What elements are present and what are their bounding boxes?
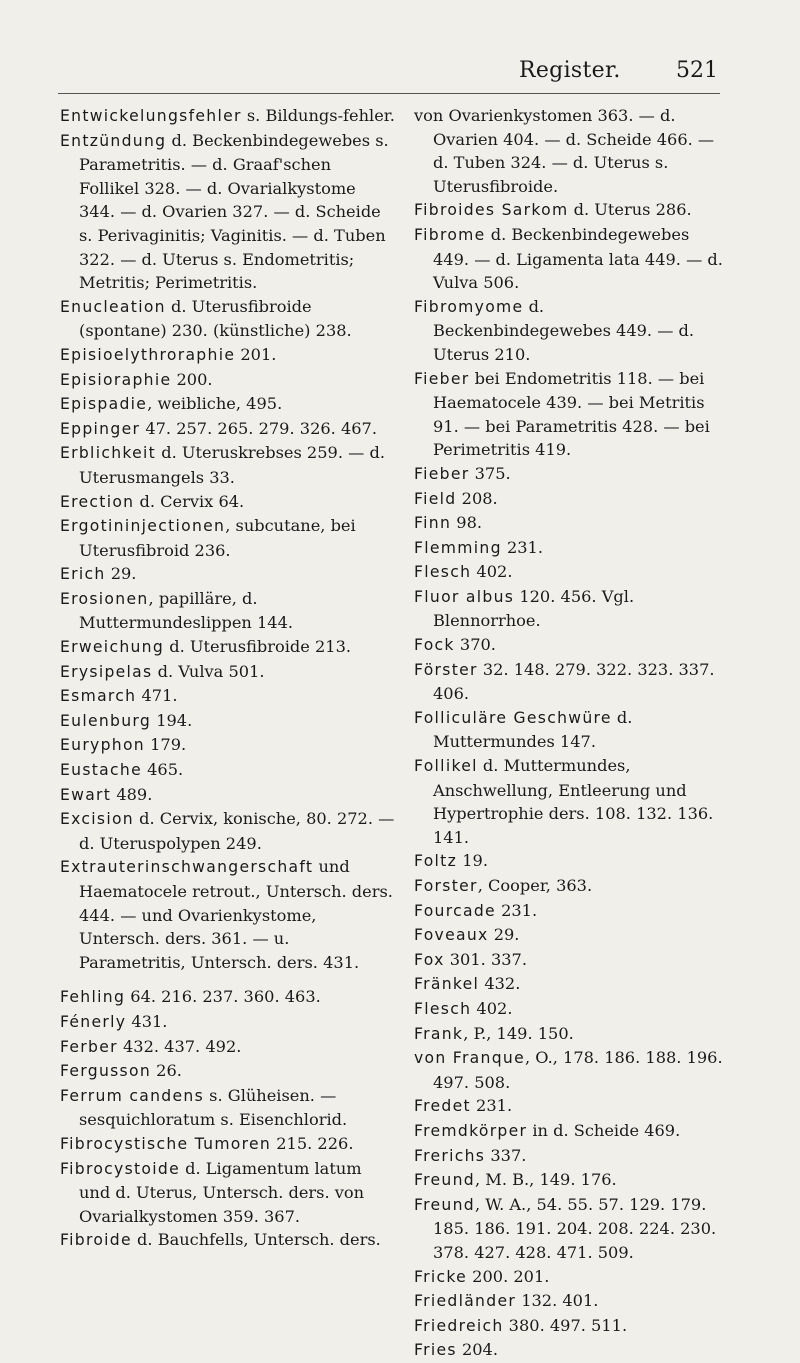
index-references: 194. [151,710,193,730]
index-keyword: Fibrocystoide [60,1159,180,1178]
index-references: , weibliche, 495. [147,394,283,414]
index-entry [414,1046,724,1094]
index-keyword: Flesch [414,563,472,582]
index-entry [60,441,395,489]
index-entry [60,635,395,660]
index-keyword: Follikel [414,757,478,776]
index-keyword: Field [414,489,457,508]
index-references: 64. 216. 237. 360. 463. [125,987,321,1007]
index-keyword: Freund [414,1171,475,1190]
index-keyword: Epispadie [60,395,148,414]
index-entry [60,417,395,442]
index-references: 231. [501,537,543,557]
index-keyword: Fibroides Sarkom [414,201,569,220]
index-keyword: Flemming [414,538,502,557]
page-number: 521 [676,58,718,83]
index-references: d. Bauchfells, Untersch. ders. [131,1230,381,1250]
index-entry [414,706,724,754]
index-entry [60,783,395,808]
index-references: 201. [235,344,277,364]
index-references: 380. 497. 511. [503,1315,628,1335]
index-keyword: Fox [414,950,445,969]
index-references: 47. 257. 265. 279. 326. 467. [140,418,378,438]
index-keyword: Enucleation [60,297,166,316]
index-references: d. Uteruskrebses 259. — d. Uterusmangels 33. [79,443,385,487]
index-entry [60,343,395,368]
index-entry [414,1314,724,1339]
index-entry [60,855,395,974]
index-keyword: Extrauterinschwangerschaft [60,858,314,877]
index-keyword: Ewart [60,785,112,804]
index-references: d. Cervix, konische, 80. 272. — d. Uteruspolypen 249. [79,809,395,853]
index-references: 370. [454,635,496,655]
index-entry [414,487,724,512]
index-references: 231. [470,1096,513,1116]
index-references: 200. 201. [467,1266,550,1286]
index-references: , Cooper, 363. [477,876,593,895]
index-entry [60,1228,395,1253]
index-references: 29. [105,564,137,584]
index-entry [414,1144,724,1169]
index-entry [414,536,724,561]
index-references: 215. 226. [271,1133,354,1153]
index-keyword: Eustache [60,761,142,780]
index-entry [60,985,395,1010]
index-keyword: Fibrome [414,225,486,244]
index-keyword: Forster [414,877,478,895]
page-header [0,58,718,94]
index-entry [414,1119,724,1144]
index-entry [414,1094,724,1119]
index-references: d. Muttermundes 147. [433,707,633,752]
index-references: 432. 437. 492. [117,1036,242,1056]
index-entry [60,392,395,417]
index-references: , O., 178. 186. 188. 196. 497. 508. [433,1048,723,1092]
index-references: d. Uterusfibroide (spontane) 230. (künstliche) 238. [79,296,352,341]
right-column [414,104,724,1363]
index-keyword: Foveaux [414,926,489,945]
index-references: d. Ligamentum latum und d. Uterus, Untersch. ders. von Ovarialkystomen 359. 367. [79,1158,365,1226]
index-references: d. Muttermundes, Anschwellung, Entleerung und Hypertrophie ders. 108. 132. 136. 141. [433,756,714,847]
index-keyword: Excision [60,810,134,829]
index-keyword: Ergotininjectionen [60,517,226,536]
index-references: d. Uterus 286. [568,200,692,220]
index-entry [414,1193,724,1265]
index-entry [60,368,395,393]
index-entry [60,104,395,129]
index-keyword: Finn [414,514,452,533]
index-keyword: Ferber [60,1037,118,1056]
index-keyword: Entzündung [60,131,167,150]
index-entry [60,1059,395,1084]
index-keyword: Fibromyome [414,297,524,316]
index-references: 204. [456,1340,498,1360]
index-entry [414,585,724,633]
index-keyword: Eppinger [60,419,141,438]
index-entry [60,562,395,587]
index-references: 231. [495,900,538,920]
index-keyword: Freund [414,1195,475,1214]
index-references: 120. 456. Vgl. Blennorrhoe. [433,586,635,631]
index-references: 208. [456,488,498,508]
index-entry [414,1265,724,1290]
index-entry [414,923,724,948]
index-keyword: Episioraphie [60,370,172,389]
index-entry [414,1168,724,1193]
index-entry [60,295,395,343]
index-references: , P., 149. 150. [463,1023,574,1043]
index-entry [414,754,724,849]
index-entry [414,1289,724,1314]
index-keyword: Fehling [60,988,126,1007]
index-keyword: Friedreich [414,1316,504,1335]
index-references: 29. [488,925,520,945]
index-references: 26. [151,1061,182,1081]
index-entry [414,104,724,198]
index-entry [414,367,724,462]
index-references: d. Beckenbindegewebes s. Parametritis. — d. Graaf'schen Follikel 328. — d. Ovarialkystome 344. — d. Ovarien 327. — d. Scheide s. Perivaginitis; Vaginitis. — d. Tuben 322. — d. Uterus s. Endometritis; Metritis; Perimetritis. [79,130,389,293]
index-keyword: Entwickelungsfehler [60,107,242,125]
index-keyword: Erweichung [60,638,165,657]
index-entry [60,684,395,709]
index-references: 402. [471,998,513,1018]
index-references: , W. A., 54. 55. 57. 129. 179. 185. 186. 191. 204. 208. 224. 230. 378. 427. 428. 471. 509. [433,1194,717,1262]
index-keyword: Folliculäre Geschwüre [414,708,612,727]
index-entry [60,758,395,783]
index-keyword: Fluor albus [414,587,515,606]
index-keyword: Fieber [414,464,470,483]
index-keyword: Fibrocystische Tumoren [60,1134,272,1153]
index-references: 98. [451,513,483,533]
index-references: d. Cervix 64. [134,491,245,511]
index-references: 132. 401. [516,1291,599,1311]
index-entry [414,198,724,223]
index-references: d. Uterusfibroide 213. [164,637,352,657]
index-entry [60,1084,395,1132]
index-keyword: Erysipelas [60,662,153,681]
index-entry [60,1132,395,1157]
index-references: d. Beckenbindegewebes 449. — d. Ligamenta lata 449. — d. Vulva 506. [433,224,723,293]
index-keyword: Fredet [414,1097,471,1116]
index-keyword: Fries [414,1341,457,1360]
index-entry [414,223,724,295]
index-references: und Haematocele retrout., Untersch. ders. 444. — und Ovarienkystome, Untersch. ders. 361. — u. Parametritis, Untersch. ders. 431. [79,857,393,972]
index-references: s. Bildungs-fehler. [241,106,395,125]
index-entry [414,1022,724,1047]
index-entry [414,948,724,973]
left-column [60,104,395,1253]
index-entry [414,511,724,536]
index-keyword: Ferrum candens [60,1086,205,1105]
index-entry [414,462,724,487]
index-references: , subcutane, bei Uterusfibroid 236. [79,516,356,560]
index-references: 200. [171,369,213,389]
index-entry [414,849,724,874]
index-references: 431. [126,1011,168,1031]
index-keyword: Fénerly [60,1012,127,1031]
index-references: 471. [136,686,178,706]
index-entry [414,1338,724,1363]
index-entry [60,490,395,515]
index-keyword: Fergusson [60,1062,152,1081]
index-keyword: Erosionen [60,589,149,608]
index-keyword: Eulenburg [60,711,152,730]
index-entry [414,874,724,899]
index-references: 375. [469,463,511,483]
index-keyword: Friedländer [414,1292,517,1311]
index-keyword: Frank [414,1024,464,1043]
index-keyword: Frerichs [414,1146,486,1165]
index-keyword: Förster [414,660,478,679]
index-entry [60,660,395,685]
index-entry [60,807,395,855]
running-title: Register. [519,58,621,83]
index-references: bei Endometritis 118. — bei Haematocele 439. — bei Metritis 91. — bei Parametritis 428. — bei Perimetritis 419. [433,368,710,460]
index-references: in d. Scheide 469. [527,1120,681,1140]
index-references: von Ovarienkystomen 363. — d. Ovarien 404. — d. Scheide 466. — d. Tuben 324. — d. Uterus s. Uterusfibroide. [414,106,715,196]
index-keyword: Fränkel [414,975,480,994]
index-keyword: Flesch [414,999,472,1018]
index-keyword: Euryphon [60,736,145,755]
section-gap [60,974,395,985]
index-references: 402. [471,562,513,582]
header-rule [58,93,720,94]
index-references: , papilläre, d. Muttermundeslippen 144. [79,588,294,633]
index-keyword: Fremdkörper [414,1121,528,1140]
index-keyword: Fricke [414,1267,468,1286]
index-keyword: Erblichkeit [60,444,157,463]
index-references: 432. [479,974,521,994]
index-references: 337. [485,1145,527,1165]
index-references: d. Beckenbindegewebes 449. — d. Uterus 210. [433,296,695,364]
index-keyword: Fock [414,636,455,655]
index-entry [414,658,724,706]
index-references: 179. [144,735,187,755]
index-references: 19. [457,851,488,871]
index-keyword: Foltz [414,852,458,871]
index-entry [60,587,395,635]
index-entry [60,1035,395,1060]
index-entry [414,633,724,658]
index-references: s. Glüheisen. — sesquichloratum s. Eisenchlorid. [79,1085,348,1130]
index-entry [414,997,724,1022]
index-entry [60,1157,395,1229]
index-keyword: Erich [60,565,106,584]
index-references: 489. [111,784,153,804]
index-entry [60,514,395,562]
index-entry [60,1010,395,1035]
index-keyword: Fourcade [414,901,496,920]
index-entry [414,899,724,924]
index-references: 301. 337. [444,949,527,969]
index-references: 465. [141,760,184,780]
index-entry [414,972,724,997]
index-keyword: Fieber [414,369,470,388]
index-entry [414,560,724,585]
index-entry [414,295,724,367]
index-keyword: Erection [60,492,135,511]
index-references: , M. B., 149. 176. [474,1170,617,1190]
index-references: 32. 148. 279. 322. 323. 337. 406. [433,659,715,704]
index-entry [60,733,395,758]
index-keyword: Esmarch [60,687,137,706]
index-keyword: Episioelythroraphie [60,345,236,364]
index-entry [60,709,395,734]
index-keyword: Fibroide [60,1231,132,1250]
index-keyword: von Franque [414,1049,525,1068]
index-references: d. Vulva 501. [152,661,265,681]
index-entry [60,129,395,295]
